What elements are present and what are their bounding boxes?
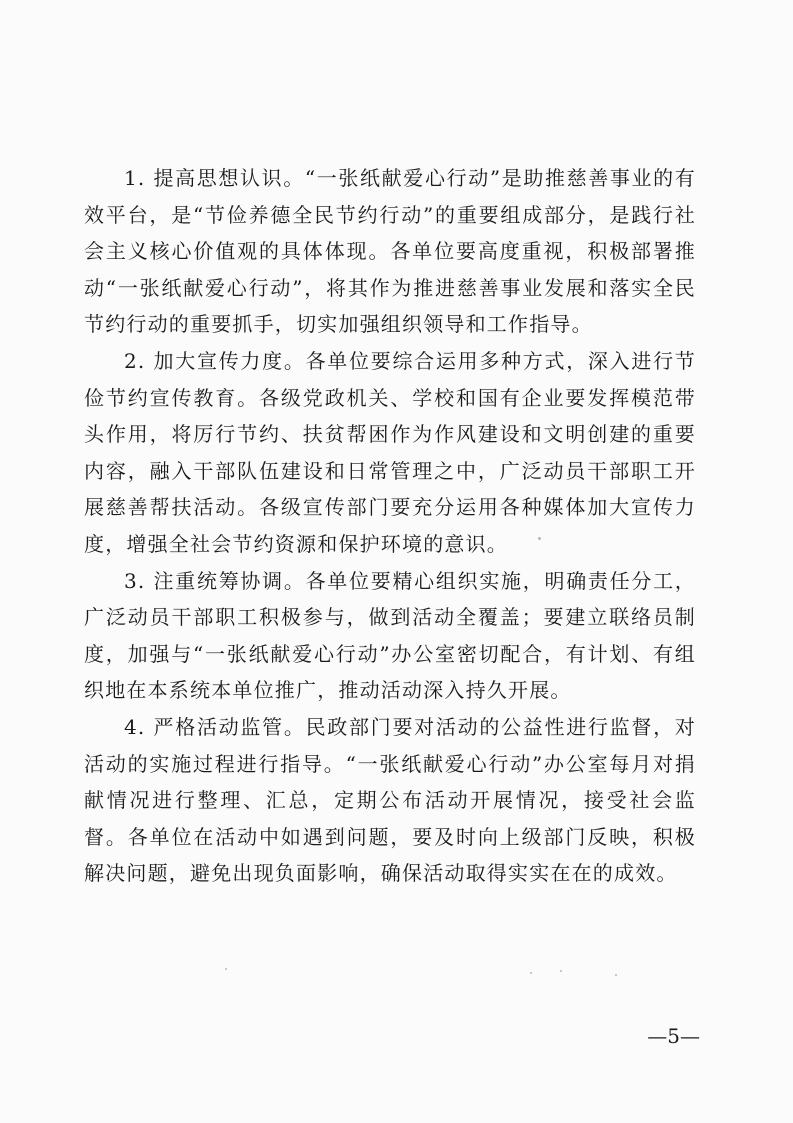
paragraph-4: 4. 严格活动监管。民政部门要对活动的公益性进行监督，对活动的实施过程进行指导。“一张纸献爱心行动”办公室每月对捐献情况进行整理、汇总，定期公布活动开展情况，接受社会监督。各单位在活动中如遇到问题，要及时向上级部门反映，积极解决问题，避免出现负面影响，确保活动取得实实在在的成效。 [84,714,696,886]
scan-speck [538,537,541,540]
paragraph-2: 2. 加大宣传力度。各单位要综合运用多种方式，深入进行节俭节约宣传教育。各级党政机关、学校和国有企业要发挥模范带头作用，将厉行节约、扶贫帮困作为作风建设和文明创建的重要内容，融入干部队伍建设和日常管理之中，广泛动员干部职工开展慈善帮扶活动。各级宣传部门要充分运用各种媒体加大宣传力度，增强全社会节约资源和保护环境的意识。 [84,348,696,556]
scan-speck [615,974,617,976]
document-body [84,160,696,892]
paragraph-1: 1. 提高思想认识。“一张纸献爱心行动”是助推慈善事业的有效平台，是“节俭养德全民节约行动”的重要组成部分，是践行社会主义核心价值观的具体体现。各单位要高度重视，积极部署推动“一张纸献爱心行动”，将其作为推进慈善事业发展和落实全民节约行动的重要抓手，切实加强组织领导和工作指导。 [84,166,696,337]
page-number: —5— [647,1024,700,1048]
scan-speck [225,968,227,970]
scan-speck [560,970,562,972]
paragraph-3: 3. 注重统筹协调。各单位要精心组织实施，明确责任分工，广泛动员干部职工积极参与，做到活动全覆盖；要建立联络员制度，加强与“一张纸献爱心行动”办公室密切配合，有计划、有组织地在本系统本单位推广，推动活动深入持久开展。 [84,568,696,703]
scan-speck [530,972,532,974]
